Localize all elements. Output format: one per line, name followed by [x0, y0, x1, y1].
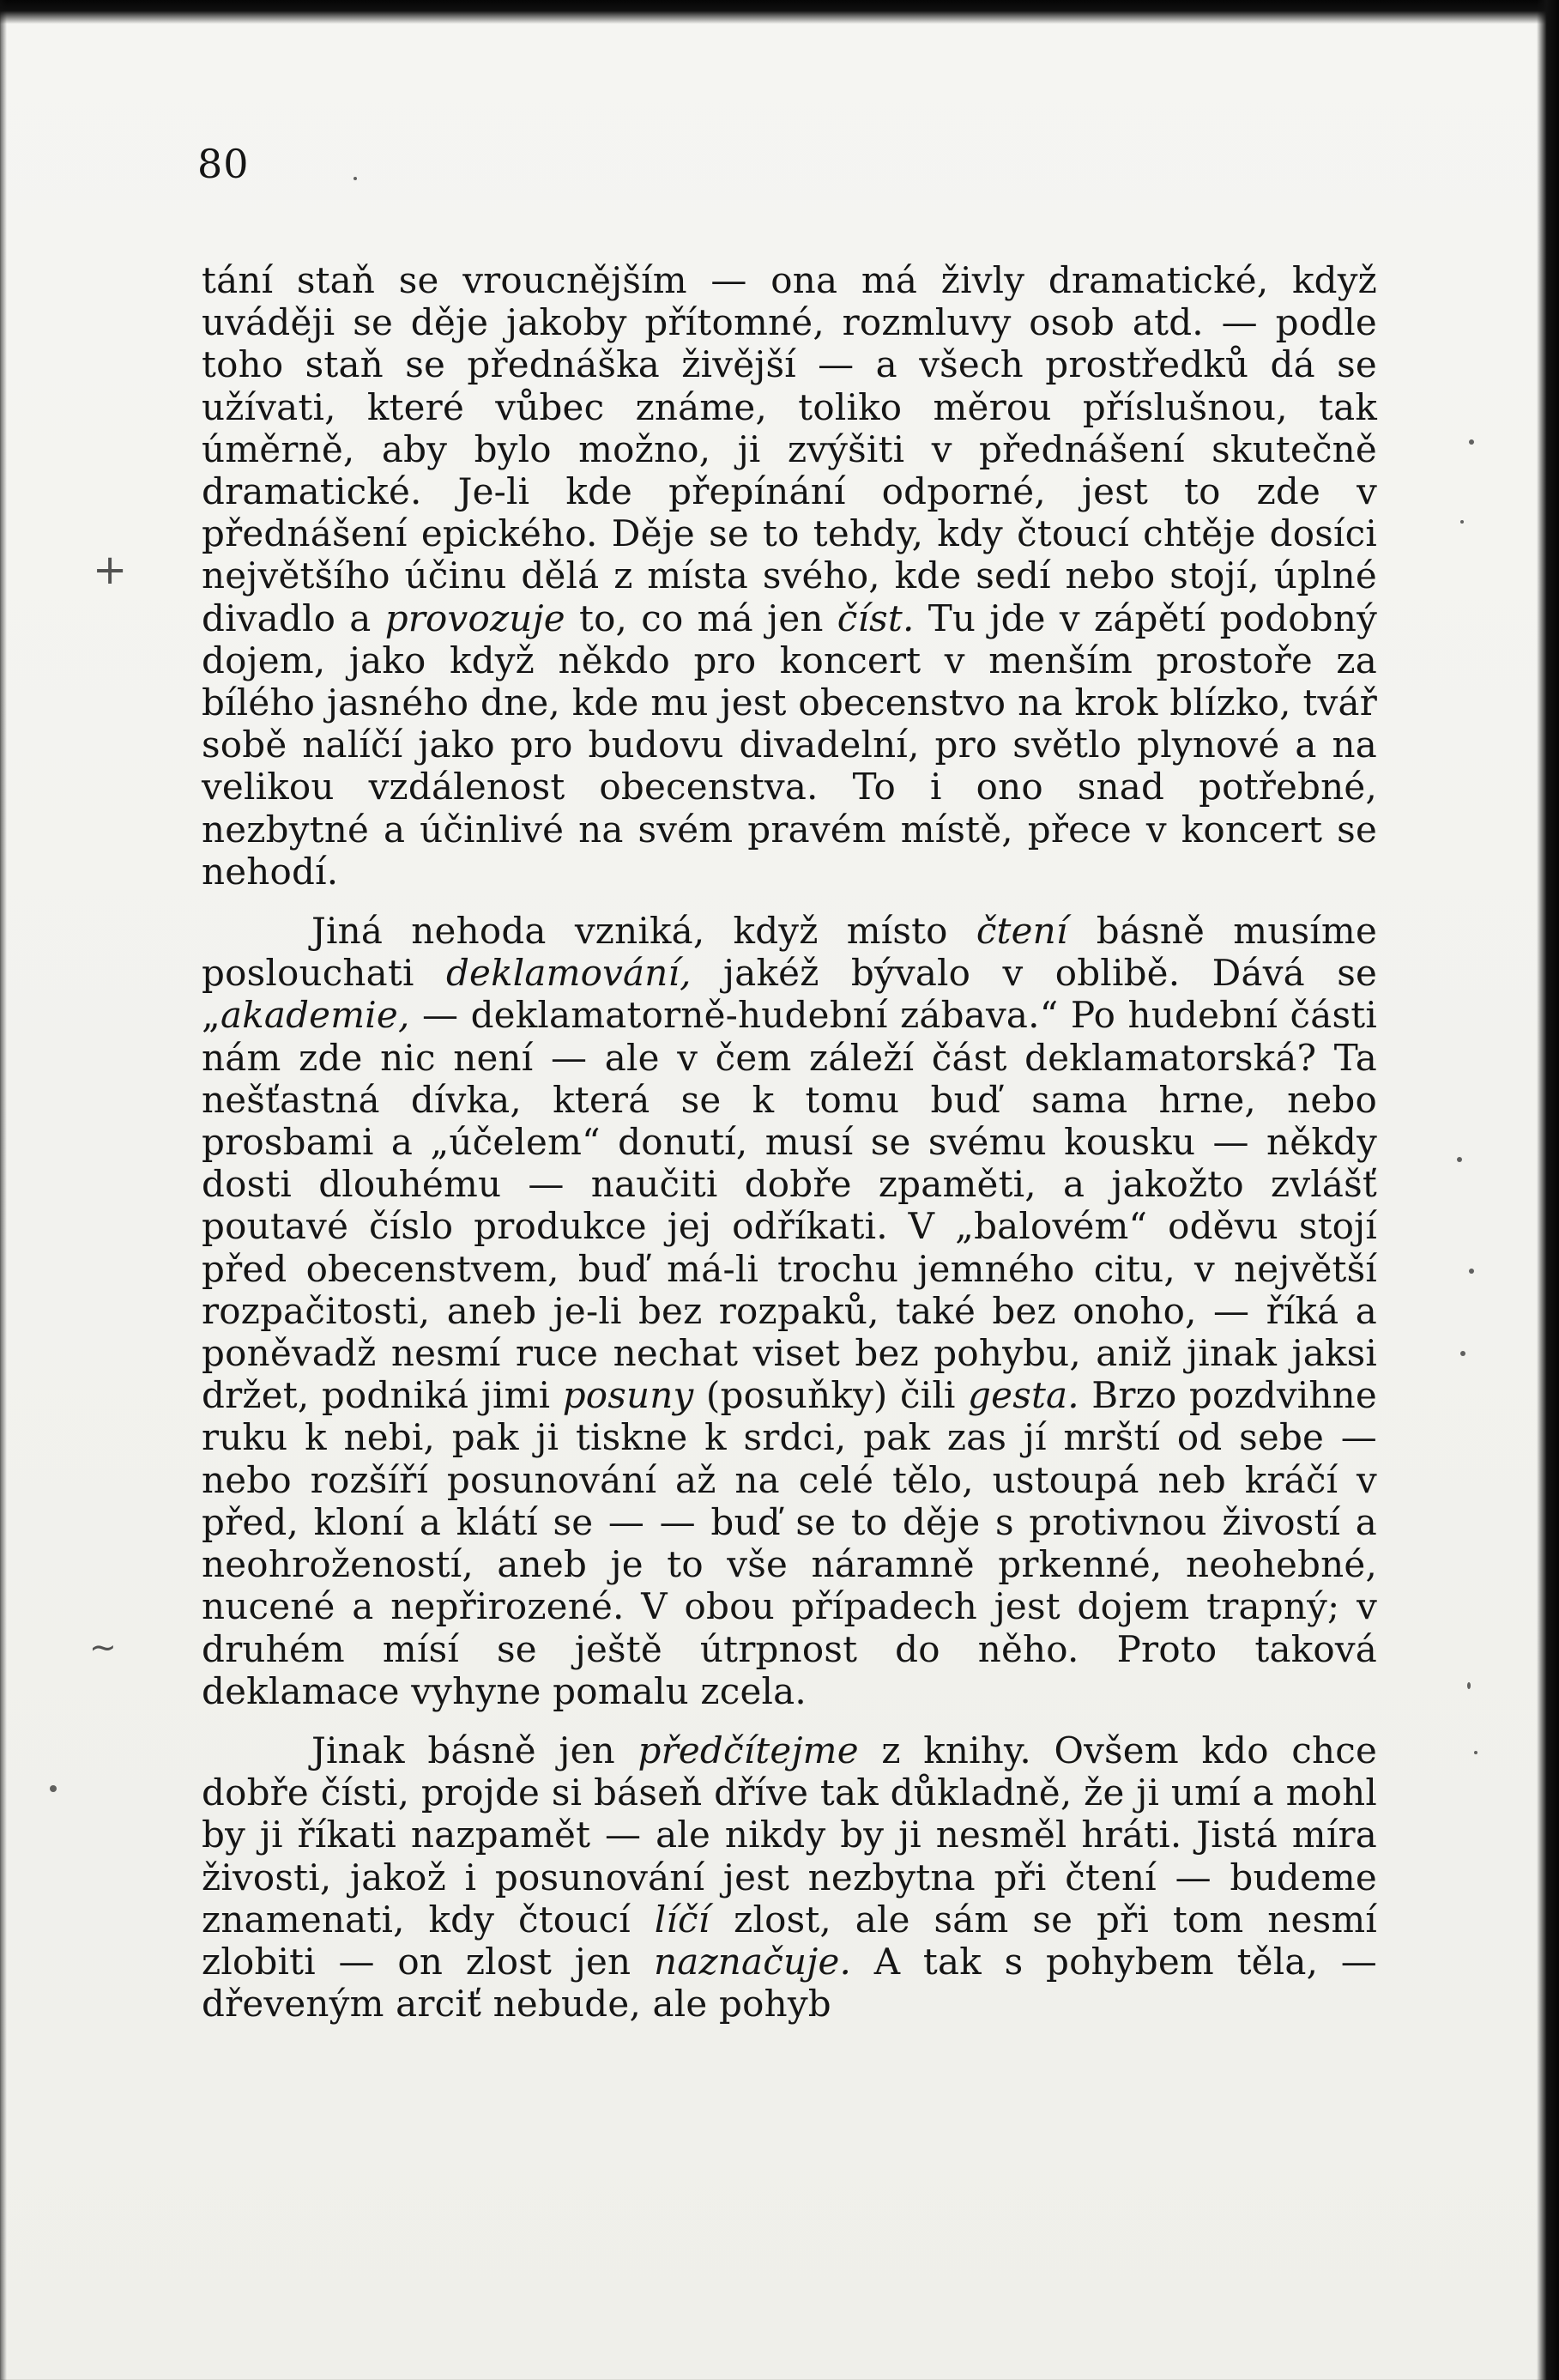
paragraph	[202, 910, 1377, 1712]
italic-text-span: předčítejme	[637, 1729, 859, 1771]
margin-plus-mark-icon: +	[93, 546, 128, 594]
text-span: A tak s pohybem těla, — dřeveným arciť nebude, ale pohyb	[202, 1940, 1377, 2026]
scan-speck	[1467, 1682, 1471, 1689]
text-span: Jinak básně jen	[311, 1729, 638, 1771]
text-span: Tu jde v zápětí podobný dojem, jako když někdo pro koncert v menším prostoře za bílého jasného dne, kde mu jest obecenstvo na krok blízko, tvář sobě nalíčí jako pro budovu divadelní, pro světlo plynové a na velikou vzdálenost obecenstva. To i ono snad potřebné, nezbytné a účinlivé na svém pravém místě, přece v koncert se nehodí.	[202, 597, 1377, 893]
scan-speck	[1469, 1269, 1474, 1274]
text-span: Jiná nehoda vzniká, když místo	[311, 910, 976, 953]
text-span: básně musíme poslouchati	[202, 910, 1378, 995]
paragraph	[202, 1729, 1377, 2025]
italic-text-span: číst.	[837, 597, 915, 639]
scan-right-edge	[1537, 0, 1559, 2380]
italic-text-span: gesta.	[968, 1374, 1079, 1417]
scan-speck	[1457, 1157, 1462, 1162]
scan-speck	[50, 1785, 57, 1792]
text-span: tání staň se vroucnějším — ona má živly dramatické, když uváději se děje jakoby přítomné, rozmluvy osob atd. — podle toho staň se přednáška živější — a všech prostředků dá se užívati, které vůbec známe, toliko měrou příslušnou, tak úměrně, aby bylo možno, ji zvýšiti v přednášení skutečně dramatické. Je-li kde přepínání odporné, jest to zde v přednášení epického. Děje se to tehdy, kdy čtoucí chtěje dosíci největšího účinu dělá z místa svého, kde sedí nebo stojí, úplné divadlo a	[202, 259, 1377, 639]
text-span: Brzo pozdvihne ruku k nebi, pak ji tiskne k srdci, pak zas jí mrští od sebe — nebo rozšíří posunování až na celé tělo, ustoupá neb kráčí v před, kloní a klátí se — — buď se to děje s protivnou živostí a neohrožeností, aneb je to vše náramně prkenné, neohebné, nucené a nepřirozené. V obou případech jest dojem trapný; v druhém mísí se ještě útrpnost do něho. Proto taková deklamace vyhyne pomalu zcela.	[202, 1374, 1377, 1712]
italic-text-span: líčí	[654, 1898, 710, 1941]
scan-speck	[1460, 1351, 1465, 1356]
paragraph	[202, 259, 1377, 893]
scan-left-edge	[0, 0, 7, 2380]
italic-text-span: provozuje	[384, 597, 565, 639]
scan-top-edge	[0, 0, 1559, 24]
scan-speck	[1474, 1751, 1477, 1754]
margin-squiggle-mark-icon: ~	[89, 1628, 117, 1666]
text-span: — deklamatorně-hudební zábava.“ Po hudební části nám zde nic není — ale v čem záleží část deklamatorská? Ta nešťastná dívka, která se k tomu buď sama hrne, nebo prosbami a „účelem“ donutí, musí se svému kousku — někdy dosti dlouhému — naučiti dobře zpaměti, a jakožto zvlášť poutavé číslo produkce jej odříkati. V „balovém“ oděvu stojí před obecenstvem, buď má-li trochu jemného citu, v největší rozpačitosti, aneb je-li bez rozpaků, také bez onoho, — říká a poněvadž nesmí ruce nechat viset bez pohybu, aniž jinak jaksi držet, podniká jimi	[202, 994, 1377, 1417]
scan-speck	[1460, 520, 1464, 524]
scan-speck	[1469, 439, 1474, 445]
main-text-block	[202, 259, 1377, 2025]
text-span: to, co má jen	[565, 597, 837, 639]
text-span: jakéž bývalo v oblibě. Dává se „	[202, 952, 1378, 1037]
scan-speck	[353, 177, 357, 180]
italic-text-span: posuny	[562, 1374, 694, 1417]
text-span: zlost, ale sám se při tom nesmí zlobiti — on zlost jen	[202, 1898, 1377, 1983]
page-number: 80	[197, 141, 250, 187]
text-span: z knihy. Ovšem kdo chce dobře čísti, projde si báseň dříve tak důkladně, že ji umí a mohl by ji říkati nazpamět — ale nikdy by ji nesměl hráti. Jistá míra živosti, jakož i posunování jest nezbytna při čtení — budeme znamenati, kdy čtoucí	[202, 1729, 1377, 1941]
italic-text-span: deklamování,	[445, 952, 692, 995]
italic-text-span: čtení	[976, 910, 1068, 953]
italic-text-span: naznačuje.	[653, 1940, 852, 1983]
text-span: (posuňky) čili	[693, 1374, 969, 1417]
italic-text-span: akademie,	[220, 994, 410, 1037]
